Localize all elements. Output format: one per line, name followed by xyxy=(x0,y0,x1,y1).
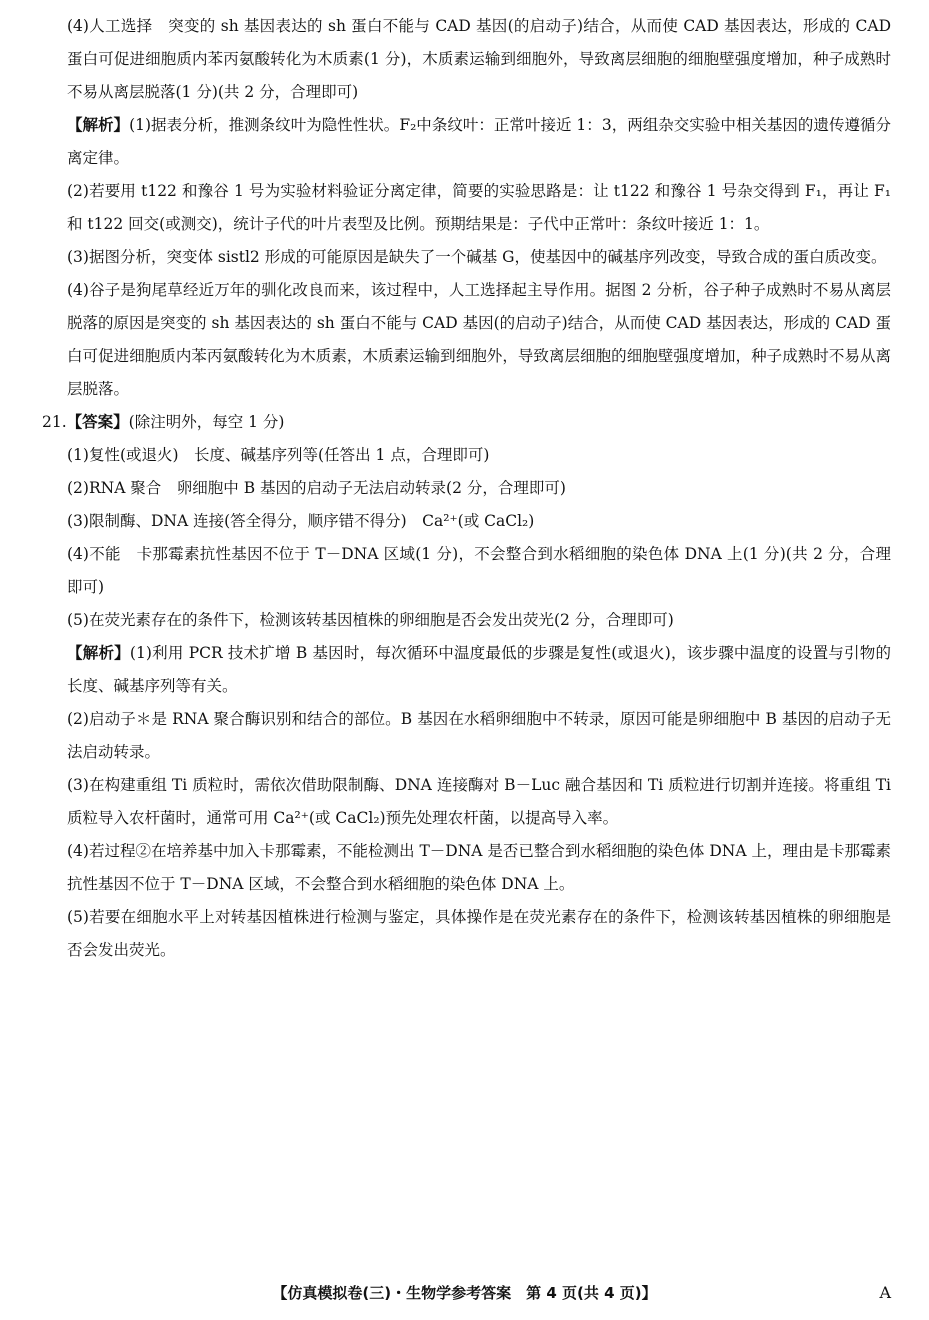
paragraph-21-analysis-3 xyxy=(0,769,929,835)
paragraph-20-analysis-4 xyxy=(0,274,929,406)
paragraph-text: (5)若要在细胞水平上对转基因植株进行检测与鉴定，具体操作是在荧光素存在的条件下，检测该转基因植株的卵细胞是否会发出荧光。 xyxy=(67,908,891,959)
paragraph-text: (1)复性(或退火) 长度、碱基序列等(任答出 1 点，合理即可) xyxy=(67,446,490,464)
paragraph-21-analysis-1 xyxy=(0,637,929,703)
paragraph-20-4-answer xyxy=(0,10,929,109)
paragraph-21-analysis-4 xyxy=(0,835,929,901)
answer-label: 【答案】 xyxy=(66,413,129,431)
paragraph-21-answer-3 xyxy=(0,505,929,538)
paragraph-text: (4)不能 卡那霉素抗性基因不位于 T－DNA 区域(1 分)，不会整合到水稻细胞的染色体 DNA 上(1 分)(共 2 分，合理即可) xyxy=(67,545,891,596)
question-21-heading xyxy=(0,406,929,439)
paragraph-21-answer-1 xyxy=(0,439,929,472)
analysis-label: 【解析】 xyxy=(67,116,130,134)
paragraph-20-analysis-3 xyxy=(0,241,929,274)
paragraph-21-answer-5 xyxy=(0,604,929,637)
paragraph-text: (4)人工选择 突变的 sh 基因表达的 sh 蛋白不能与 CAD 基因(的启动子)结合，从而使 CAD 基因表达，形成的 CAD 蛋白可促进细胞质内苯丙氨酸转化为木质素(1 分)，木质素运输到细胞外，导致离层细胞的细胞壁强度增加，种子成熟时不易从离层脱落(1 分)(共 2 分，合理即可) xyxy=(67,17,891,101)
paragraph-21-analysis-5 xyxy=(0,901,929,967)
page-footer xyxy=(0,1278,929,1308)
footer-version: A xyxy=(879,1283,891,1302)
question-number: 21. xyxy=(42,413,67,431)
paragraph-text: (2)RNA 聚合 卵细胞中 B 基因的启动子无法启动转录(2 分，合理即可) xyxy=(67,479,566,497)
paragraph-text: (3)据图分析，突变体 sistl2 形成的可能原因是缺失了一个碱基 G，使基因中的碱基序列改变，导致合成的蛋白质改变。 xyxy=(67,248,887,266)
paragraph-text: (3)限制酶、DNA 连接(答全得分，顺序错不得分) Ca²⁺(或 CaCl₂) xyxy=(67,512,535,530)
paragraph-21-answer-2 xyxy=(0,472,929,505)
paragraph-21-analysis-2 xyxy=(0,703,929,769)
paragraph-text: (3)在构建重组 Ti 质粒时，需依次借助限制酶、DNA 连接酶对 B－Luc 融合基因和 Ti 质粒进行切割并连接。将重组 Ti 质粒导入农杆菌时，通常可用 Ca²⁺(或 CaCl₂)预先处理农杆菌，以提高导入率。 xyxy=(67,776,891,827)
paragraph-text: (1)利用 PCR 技术扩增 B 基因时，每次循环中温度最低的步骤是复性(或退火)，该步骤中温度的设置与引物的长度、碱基序列等有关。 xyxy=(67,644,891,695)
paragraph-text: (2)若要用 t122 和豫谷 1 号为实验材料验证分离定律，简要的实验思路是：让 t122 和豫谷 1 号杂交得到 F₁，再让 F₁和 t122 回交(或测交)，统计子代的叶片表型及比例。预期结果是：子代中正常叶：条纹叶接近 1：1。 xyxy=(67,182,891,233)
paragraph-text: (5)在荧光素存在的条件下，检测该转基因植株的卵细胞是否会发出荧光(2 分，合理即可) xyxy=(67,611,674,629)
answer-content xyxy=(0,10,929,967)
paragraph-text: (除注明外，每空 1 分) xyxy=(128,413,285,431)
paragraph-text: (4)谷子是狗尾草经近万年的驯化改良而来，该过程中，人工选择起主导作用。据图 2 分析，谷子种子成熟时不易从离层脱落的原因是突变的 sh 基因表达的 sh 蛋白不能与 CAD 基因(的启动子)结合，从而使 CAD 基因表达，形成的 CAD 蛋白可促进细胞质内苯丙氨酸转化为木质素，木质素运输到细胞外，导致离层细胞的细胞壁强度增加，种子成熟时不易从离层脱落。 xyxy=(67,281,891,398)
analysis-label: 【解析】 xyxy=(67,644,130,662)
paragraph-text: (1)据表分析，推测条纹叶为隐性性状。F₂中条纹叶：正常叶接近 1：3，两组杂交实验中相关基因的遗传遵循分离定律。 xyxy=(67,116,891,167)
paragraph-21-answer-4 xyxy=(0,538,929,604)
footer-title: 【仿真模拟卷(三)・生物学参考答案 第 4 页(共 4 页)】 xyxy=(272,1284,657,1302)
paragraph-text: (2)启动子＊是 RNA 聚合酶识别和结合的部位。B 基因在水稻卵细胞中不转录，原因可能是卵细胞中 B 基因的启动子无法启动转录。 xyxy=(67,710,891,761)
paragraph-20-analysis-2 xyxy=(0,175,929,241)
paragraph-text: (4)若过程②在培养基中加入卡那霉素，不能检测出 T－DNA 是否已整合到水稻细胞的染色体 DNA 上，理由是卡那霉素抗性基因不位于 T－DNA 区域，不会整合到水稻细胞的染色体 DNA 上。 xyxy=(67,842,891,893)
paragraph-20-analysis-1 xyxy=(0,109,929,175)
